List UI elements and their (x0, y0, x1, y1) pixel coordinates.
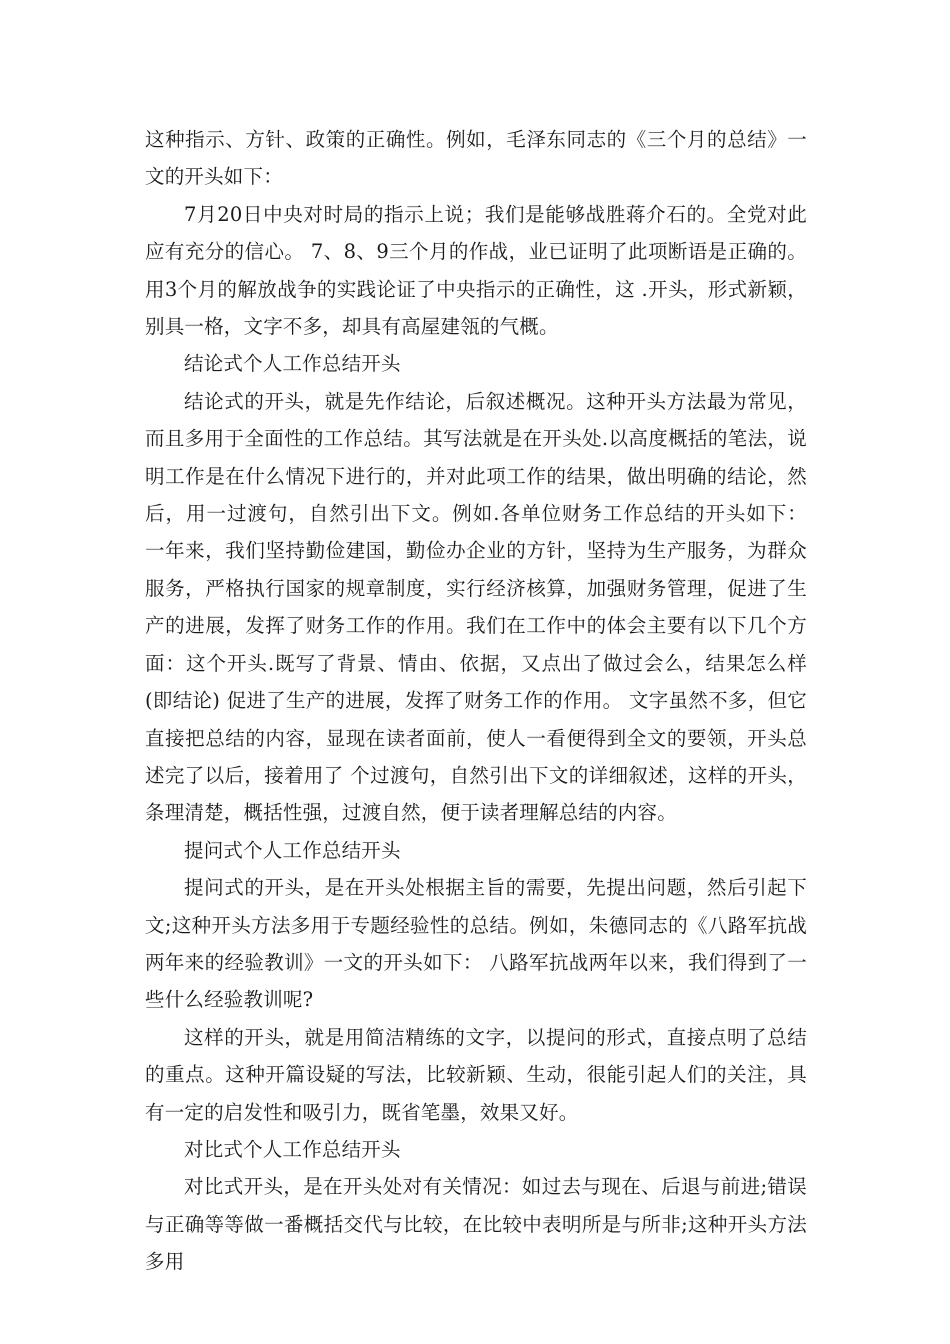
paragraph-conclusion-body: 结论式的开头，就是先作结论，后叙述概况。这种开头方法最为常见，而且多用于全面性的工作总结。其写法就是在开头处.以高度概括的笔法，说明工作是在什么情况下进行的，并对此项工作的结果，做出明确的结论，然后，用一过渡句，自然引出下文。例如.各单位财务工作总结的开头如下： 一年来，我们坚持勤俭建国，勤俭办企业的方针，坚持为生产服务，为群众服务，严格执行国家的规章制度，实行经济核算，加强财务管理，促进了生产的进展，发挥了财务工作的作用。我们在工作中的体会主要有以下几个方面：这个开头.既写了背景、情由、依据，又点出了做过会么，结果怎么样(即结论) 促进了生产的进展，发挥了财务工作的作用。 文字虽然不多，但它直接把总结的内容，显现在读者面前，使人一看便得到全文的要领，开头总述完了以后，接着用了 个过渡句，自然引出下文的详细叙述，这样的开头，条理清楚，概括性强，过渡自然，便于读者理解总结的内容。 (145, 389, 807, 825)
paragraph-intro-continuation: 这种指示、方针、政策的正确性。例如，毛泽东同志的《三个月的总结》一文的开头如下： (145, 128, 807, 189)
paragraph-question-analysis: 这样的开头，就是用简洁精练的文字，以提问的形式，直接点明了总结的重点。这种开篇设疑的写法，比较新颖、生动，很能引起人们的关注，具有一定的启发性和吸引力，既省笔墨，效果又好。 (145, 1025, 807, 1124)
section-heading-conclusion: 结论式个人工作总结开头 (184, 352, 401, 376)
section-heading-question: 提问式个人工作总结开头 (184, 838, 401, 862)
paragraph-quote-example: 7月20日中央对时局的指示上说；我们是能够战胜蒋介石的。全党对此应有充分的信心。 7、8、9三个月的作战，业已证明了此项断语是正确的。用3个月的解放战争的实践论证了中央指示的正确性，这 .开头，形式新颖，别具一格，文字不多，却具有高屋建瓴的气概。 (145, 202, 807, 339)
document-body (145, 121, 807, 1281)
section-heading-comparison: 对比式个人工作总结开头 (184, 1137, 401, 1161)
paragraph-question-body: 提问式的开头，是在开头处根据主旨的需要，先提出问题，然后引起下文;这种开头方法多用于专题经验性的总结。例如，朱德同志的《八路军抗战两年来的经验教训》一文的开头如下： 八路军抗战两年以来，我们得到了一些什么经验教训呢? (145, 876, 807, 1012)
paragraph-comparison-body: 对比式开头，是在开头处对有关情况：如过去与现在、后退与前进;错误与正确等等做一番概括交代与比较，在比较中表明所是与所非;这种开头方法多用 (145, 1175, 807, 1274)
